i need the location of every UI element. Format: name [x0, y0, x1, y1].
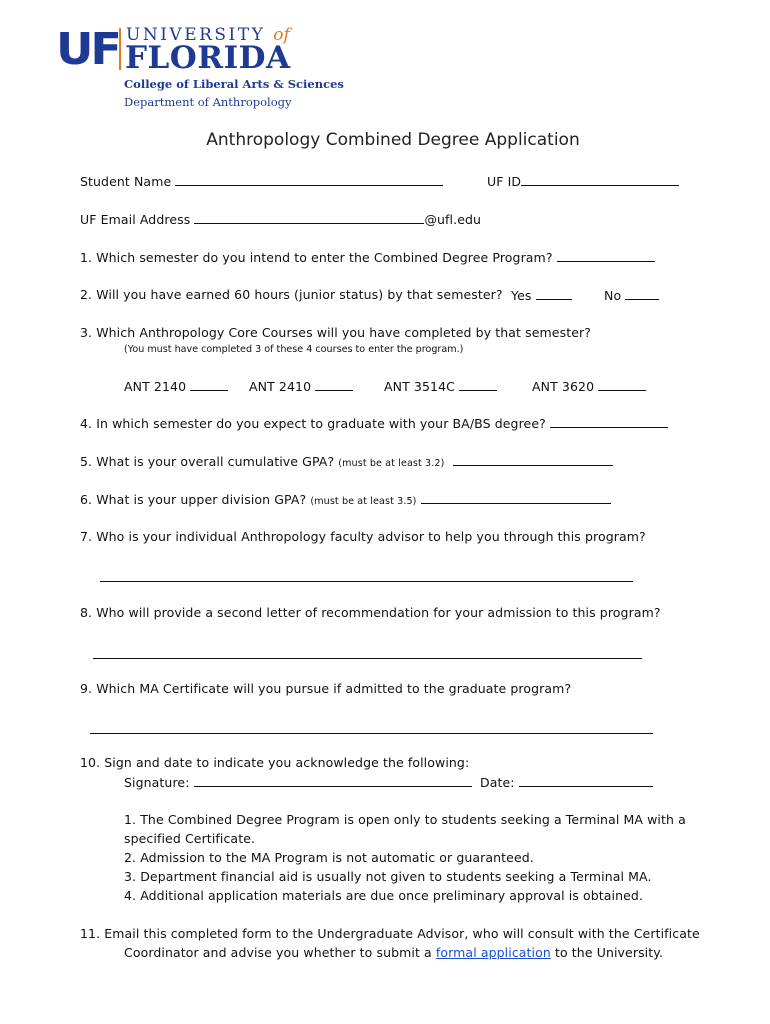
ack-item: 4. Additional application materials are due once preliminary approval is obtained.	[124, 888, 644, 903]
course-label: ANT 3620	[532, 379, 595, 394]
question-6-blank[interactable]	[421, 491, 611, 504]
question-5	[80, 453, 613, 469]
page-title: Anthropology Combined Degree Application	[206, 130, 580, 150]
uf-id-field	[487, 173, 679, 189]
ack-item: 3. Department financial aid is usually not given to students seeking a Terminal MA.	[124, 869, 652, 884]
uf-logo-mark: UF	[56, 24, 119, 75]
question-5-blank[interactable]	[453, 453, 613, 466]
uf-email-field	[80, 211, 481, 227]
course-ant-2410	[249, 378, 353, 394]
email-suffix: @ufl.edu	[424, 212, 482, 227]
uf-id-label: UF ID	[487, 174, 522, 189]
question-11-line-1: 11. Email this completed form to the Undergraduate Advisor, who will consult with the Certificate	[80, 926, 700, 941]
question-9-answer-line[interactable]	[90, 733, 653, 734]
course-label: ANT 2140	[124, 379, 187, 394]
question-1-blank[interactable]	[557, 249, 655, 262]
uf-id-blank[interactable]	[521, 173, 679, 186]
date-blank[interactable]	[519, 774, 653, 787]
question-7-answer-line[interactable]	[100, 581, 633, 582]
question-1-text: 1. Which semester do you intend to enter the Combined Degree Program?	[80, 250, 553, 265]
question-11-line-2	[124, 945, 663, 960]
course-blank[interactable]	[190, 378, 228, 391]
logo-university: UNIVERSITY of	[126, 25, 290, 45]
course-blank[interactable]	[598, 378, 646, 391]
college-name: College of Liberal Arts & Sciences	[124, 77, 344, 91]
question-4-text: 4. In which semester do you expect to graduate with your BA/BS degree?	[80, 416, 546, 431]
question-5-text: 5. What is your overall cumulative GPA?	[80, 454, 335, 469]
question-8-answer-line[interactable]	[93, 658, 642, 659]
no-label: No	[604, 288, 622, 303]
question-7-text: 7. Who is your individual Anthropology faculty advisor to help you through this program?	[80, 529, 646, 544]
question-2-yes	[511, 287, 572, 303]
course-label: ANT 2410	[249, 379, 312, 394]
course-blank[interactable]	[459, 378, 497, 391]
yes-blank[interactable]	[536, 287, 572, 300]
question-2-text: 2. Will you have earned 60 hours (junior status) by that semester?	[80, 287, 503, 302]
course-label: ANT 3514C	[384, 379, 455, 394]
question-9-text: 9. Which MA Certificate will you pursue if admitted to the graduate program?	[80, 681, 572, 696]
question-3-text: 3. Which Anthropology Core Courses will you have completed by that semester?	[80, 325, 591, 340]
ack-item: specified Certificate.	[124, 831, 256, 846]
question-11-pre: Coordinator and advise you whether to submit a	[124, 945, 432, 960]
ack-item: 2. Admission to the MA Program is not automatic or guaranteed.	[124, 850, 534, 865]
uf-email-label: UF Email Address	[80, 212, 191, 227]
question-4-blank[interactable]	[550, 415, 668, 428]
date-label: Date:	[480, 775, 515, 790]
uf-email-blank[interactable]	[194, 211, 424, 224]
course-ant-3514c	[384, 378, 497, 394]
question-4	[80, 415, 668, 431]
question-11-post: to the University.	[554, 945, 664, 960]
yes-label: Yes	[511, 288, 532, 303]
course-ant-3620	[532, 378, 646, 394]
student-name-blank[interactable]	[175, 173, 443, 186]
logo-of: of	[273, 25, 290, 45]
question-8-text: 8. Who will provide a second letter of recommendation for your admission to this program?	[80, 605, 661, 620]
student-name-field	[80, 173, 443, 189]
logo-divider	[119, 28, 121, 70]
question-3-note: (You must have completed 3 of these 4 courses to enter the program.)	[124, 344, 464, 355]
question-2	[80, 287, 503, 302]
signature-label: Signature:	[124, 775, 190, 790]
question-6	[80, 491, 611, 507]
question-5-note: (must be at least 3.2)	[338, 458, 445, 469]
question-1	[80, 249, 655, 265]
question-6-note: (must be at least 3.5)	[310, 496, 417, 507]
question-2-no	[604, 287, 659, 303]
course-blank[interactable]	[315, 378, 353, 391]
signature-field	[124, 774, 472, 790]
question-10-text: 10. Sign and date to indicate you acknowledge the following:	[80, 755, 470, 770]
ack-item: 1. The Combined Degree Program is open only to students seeking a Terminal MA with a	[124, 812, 686, 827]
student-name-label: Student Name	[80, 174, 172, 189]
formal-application-link[interactable]: formal application	[435, 945, 551, 960]
department-name: Department of Anthropology	[124, 95, 292, 109]
question-6-text: 6. What is your upper division GPA?	[80, 492, 307, 507]
signature-blank[interactable]	[194, 774, 472, 787]
course-ant-2140	[124, 378, 228, 394]
no-blank[interactable]	[625, 287, 659, 300]
date-field	[480, 774, 653, 790]
logo-florida: FLORIDA	[125, 40, 291, 76]
